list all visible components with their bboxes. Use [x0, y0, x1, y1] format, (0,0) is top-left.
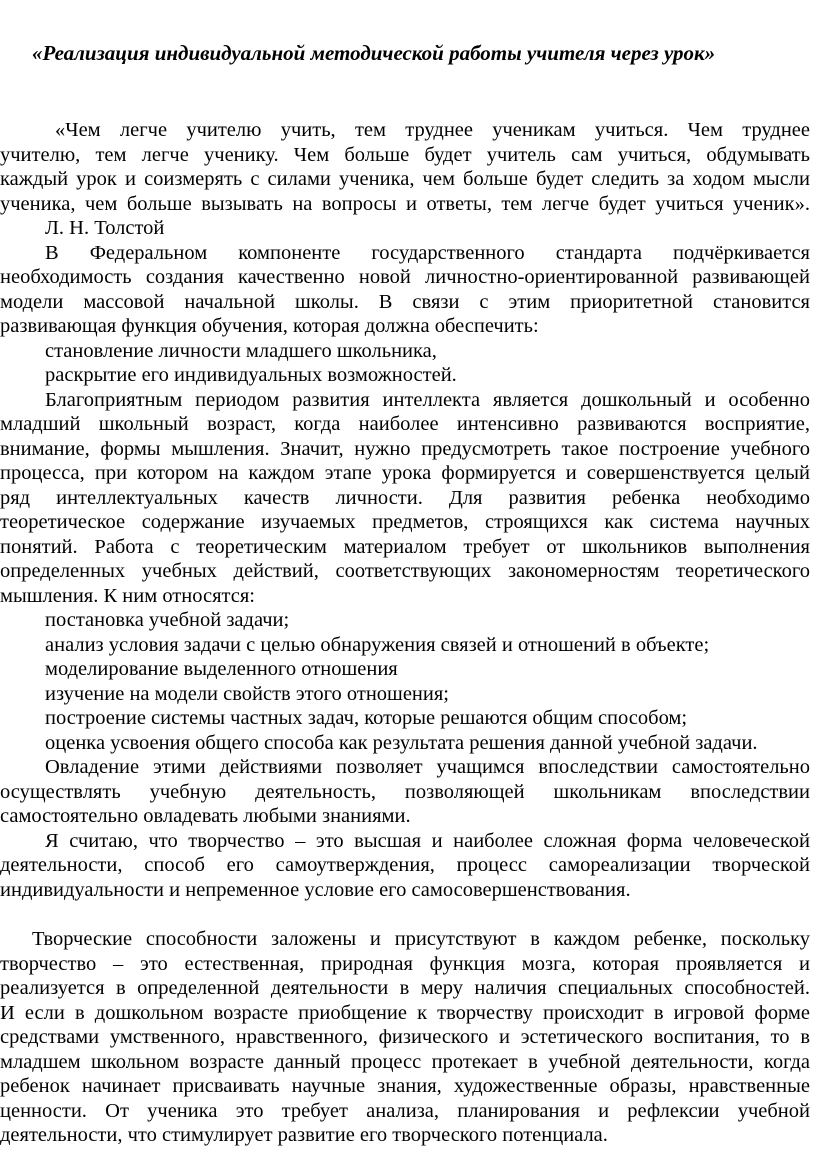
paragraph-4: [0, 829, 810, 903]
paragraph-line: ребенок начинает присваивать научные знания, художественные образы, нравственные: [0, 1075, 810, 1097]
paragraph-line: Благоприятным периодом развития интеллекта является дошкольный и особенно: [45, 388, 810, 411]
paragraph-line: Я считаю, что творчество – это высшая и наиболее сложная форма человеческой: [45, 829, 810, 852]
paragraph-line: деятельности, способ его самоутверждения, процесс самореализации творческой: [0, 854, 810, 876]
epigraph-author: Л. Н. Толстой: [45, 217, 165, 239]
paragraph-line: необходимость создания качественно новой личностно-ориентированной развивающей: [0, 266, 810, 288]
paragraph-line: внимание, формы мышления. Значит, нужно предусмотреть такое построение учебного: [0, 437, 810, 460]
spacer: [0, 902, 816, 927]
paragraph-line: модели массовой начальной школы. В связи с этим приоритетной становится: [0, 290, 810, 313]
paragraph-2: [0, 388, 810, 609]
paragraph-line: самостоятельно овладевать любыми знаниями.: [0, 805, 411, 827]
list-item: становление личности младшего школьника,: [45, 339, 437, 362]
paragraph-line: определенных учебных действий, соответствующих закономерностям теоретического: [0, 560, 810, 582]
list-item: раскрытие его индивидуальных возможностей.: [45, 364, 457, 386]
paragraph-line: И если в дошкольном возрасте приобщение к творчеству происходит в игровой форме: [0, 1001, 810, 1024]
paragraph-line: В Федеральном компоненте государственного стандарта подчёркивается: [45, 241, 810, 264]
epigraph-line: «Чем легче учителю учить, тем труднее ученикам учиться. Чем труднее: [55, 119, 810, 141]
paragraph-3: [0, 755, 810, 829]
list-item: постановка учебной задачи;: [45, 609, 290, 631]
list-item: построение системы частных задач, которые решаются общим способом;: [45, 707, 688, 729]
epigraph-line: каждый урок и соизмерять с силами ученика, чем больше будет следить за ходом мысли: [0, 168, 810, 190]
paragraph-line: процесса, при котором на каждом этапе урока формируется и совершенствуется целый: [0, 462, 810, 484]
paragraph-line: младший школьный возраст, когда наиболее интенсивно развиваются восприятие,: [0, 413, 810, 435]
paragraph-line: мышления. К ним относятся:: [0, 584, 255, 607]
paragraph-1: [0, 241, 810, 339]
paragraph-line: ряд интеллектуальных качеств личности. Для развития ребенка необходимо: [0, 486, 810, 509]
paragraph-line: индивидуальности и непременное условие его самосовершенствования.: [0, 878, 631, 901]
list-item: оценка усвоения общего способа как результата решения данной учебной задачи.: [45, 731, 758, 754]
paragraph-5: [0, 927, 810, 1148]
paragraph-line: творчество – это естественная, природная функция мозга, которая проявляется и: [0, 952, 810, 975]
epigraph-line: учителю, тем легче ученику. Чем больше будет учитель сам учиться, обдумывать: [0, 143, 810, 166]
paragraph-line: понятий. Работа с теоретическим материалом требует от школьников выполнения: [0, 535, 810, 558]
epigraph: [0, 118, 810, 216]
paragraph-line: младшем школьном возрасте данный процесс протекает в учебной деятельности, когда: [0, 1050, 810, 1073]
paragraph-line: деятельности, что стимулирует развитие его творческого потенциала.: [0, 1124, 608, 1146]
paragraph-line: средствами умственного, нравственного, физического и эстетического воспитания, то в: [0, 1026, 810, 1048]
paragraph-line: реализуется в определенной деятельности в меру наличия специальных способностей.: [0, 977, 810, 999]
epigraph-line: ученика, чем больше вызывать на вопросы и ответы, тем легче будет учиться ученик».: [0, 192, 810, 215]
list-item: изучение на модели свойств этого отношения;: [45, 682, 449, 705]
list-item: анализ условия задачи с целью обнаружения связей и отношений в объекте;: [45, 633, 710, 656]
paragraph-line: ценности. От ученика это требует анализа, планирования и рефлексии учебной: [0, 1099, 810, 1122]
list-item: моделирование выделенного отношения: [45, 658, 398, 680]
paragraph-line: развивающая функция обучения, которая должна обеспечить:: [0, 315, 539, 337]
paragraph-line: осуществлять учебную деятельность, позволяющей школьникам впоследствии: [0, 780, 810, 803]
spacer: [0, 66, 816, 118]
document-title: «Реализация индивидуальной методической работы учителя через урок»: [32, 41, 716, 65]
paragraph-line: теоретическое содержание изучаемых предметов, строящихся как система научных: [0, 511, 810, 533]
paragraph-line: Творческие способности заложены и присутствуют в каждом ребенке, поскольку: [32, 928, 810, 950]
paragraph-line: Овладение этими действиями позволяет учащимся впоследствии самостоятельно: [45, 756, 810, 778]
